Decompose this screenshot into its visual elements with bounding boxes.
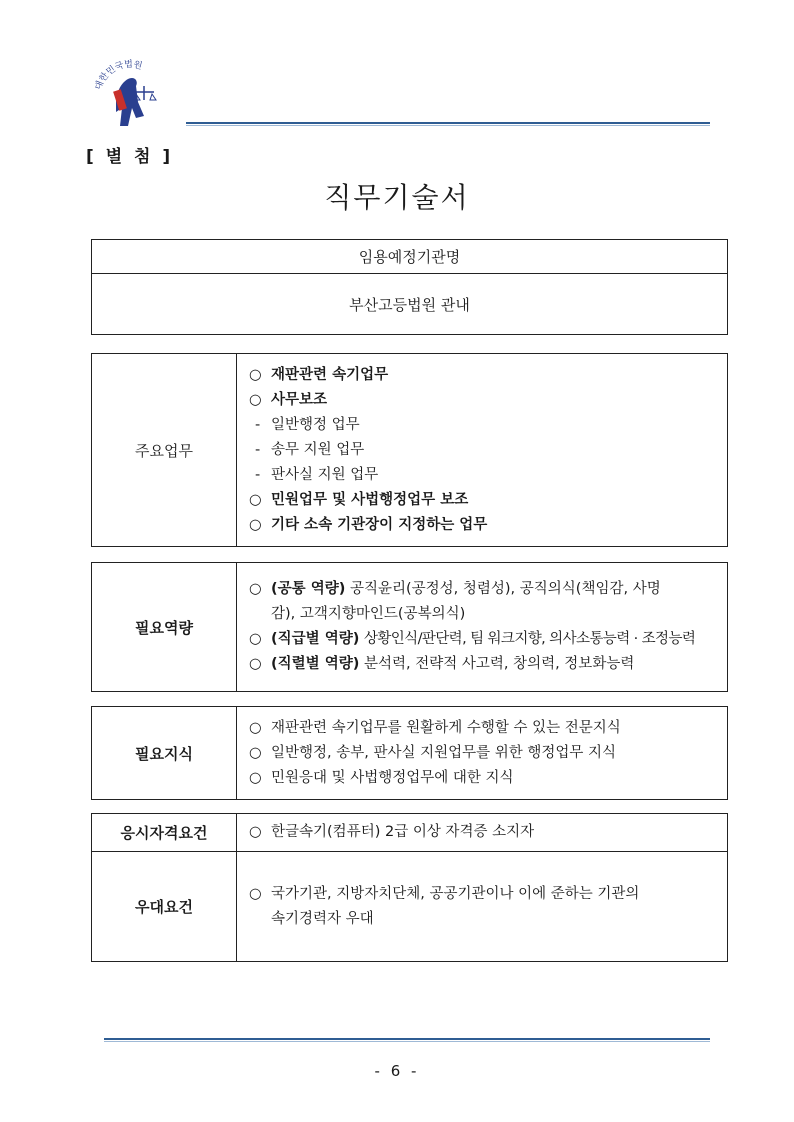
duty-item — [249, 363, 719, 388]
preference-text: 국가기관, 지방자치단체, 공공기관이나 이에 준하는 기관의 — [271, 885, 640, 902]
preference-item — [249, 882, 719, 907]
agency-value: 부산고등법원 관내 — [92, 274, 728, 335]
knowledge-item — [249, 766, 719, 791]
page-number: - 6 - — [374, 1062, 420, 1080]
competency-label: 필요역량 — [92, 563, 237, 692]
circle-marker: ○ — [249, 824, 262, 840]
circle-marker: ○ — [249, 769, 262, 786]
circle-marker: ○ — [249, 391, 262, 408]
header-divider — [186, 122, 710, 127]
circle-marker: ○ — [249, 581, 262, 597]
knowledge-label: 필요지식 — [92, 707, 237, 800]
competency-text: 상황인식/판단력, 팀 워크지향, 의사소통능력 · 조정능력 — [363, 631, 696, 647]
duty-text: 송무 지원 업무 — [271, 441, 365, 458]
circle-marker: ○ — [249, 491, 262, 508]
competency-heading: (직렬별 역량) — [271, 656, 360, 672]
duty-item — [249, 488, 719, 513]
duty-item — [249, 513, 719, 538]
requirements-label: 응시자격요건 — [92, 814, 237, 852]
circle-marker: ○ — [249, 885, 262, 902]
knowledge-text: 민원응대 및 사법행정업무에 대한 지식 — [271, 769, 514, 786]
duty-text: 민원업무 및 사법행정업무 보조 — [271, 491, 469, 508]
duty-text: 판사실 지원 업무 — [271, 466, 379, 483]
competency-item — [249, 627, 719, 652]
competency-continuation: 감), 고객지향마인드(공복의식) — [271, 606, 466, 622]
preferences-label: 우대요건 — [92, 852, 237, 962]
knowledge-item — [249, 716, 719, 741]
duty-subitem — [249, 413, 719, 438]
agency-header: 임용예정기관명 — [92, 240, 728, 274]
preferences-content — [237, 852, 728, 962]
circle-marker: ○ — [249, 516, 262, 533]
competency-text: 공직윤리(공정성, 청렴성), 공직의식(책임감, 사명 — [349, 581, 661, 597]
court-logo — [86, 56, 172, 142]
knowledge-item — [249, 741, 719, 766]
competency-heading: (공통 역량) — [271, 581, 346, 597]
requirements-table — [91, 813, 728, 962]
dash-marker: - — [255, 466, 261, 483]
duty-item — [249, 388, 719, 413]
circle-marker: ○ — [249, 744, 262, 761]
duties-table — [91, 353, 728, 547]
dash-marker: - — [255, 441, 261, 458]
duty-text: 일반행정 업무 — [271, 416, 360, 433]
duty-text: 재판관련 속기업무 — [271, 366, 389, 383]
logo-text: 대한민국법원 — [93, 59, 144, 92]
competency-item — [249, 577, 719, 602]
duties-label: 주요업무 — [92, 354, 237, 547]
agency-table — [91, 239, 728, 335]
duty-text: 사무보조 — [271, 391, 328, 408]
requirement-item — [249, 820, 719, 845]
competency-heading: (직급별 역량) — [271, 631, 360, 647]
document-title: 직무기술서 — [324, 181, 470, 214]
circle-marker: ○ — [249, 656, 262, 672]
knowledge-text: 재판관련 속기업무를 원활하게 수행할 수 있는 전문지식 — [271, 719, 621, 736]
duty-subitem — [249, 463, 719, 488]
requirements-content — [237, 814, 728, 852]
circle-marker: ○ — [249, 366, 262, 383]
duties-content — [237, 354, 728, 547]
attachment-label: [ 별 첨 ] — [86, 147, 174, 167]
requirement-text: 한글속기(컴퓨터) 2급 이상 자격증 소지자 — [271, 824, 535, 840]
competency-text: 분석력, 전략적 사고력, 창의력, 정보화능력 — [363, 656, 635, 672]
knowledge-table — [91, 706, 728, 800]
preference-continuation: 속기경력자 우대 — [271, 910, 374, 927]
duty-subitem — [249, 438, 719, 463]
dash-marker: - — [255, 416, 261, 433]
competency-item — [249, 652, 719, 677]
competency-content — [237, 563, 728, 692]
circle-marker: ○ — [249, 631, 262, 647]
knowledge-content — [237, 707, 728, 800]
knowledge-text: 일반행정, 송부, 판사실 지원업무를 위한 행정업무 지식 — [271, 744, 617, 761]
circle-marker: ○ — [249, 719, 262, 736]
footer-divider — [104, 1038, 710, 1043]
competency-table — [91, 562, 728, 692]
duty-text: 기타 소속 기관장이 지정하는 업무 — [271, 516, 488, 533]
